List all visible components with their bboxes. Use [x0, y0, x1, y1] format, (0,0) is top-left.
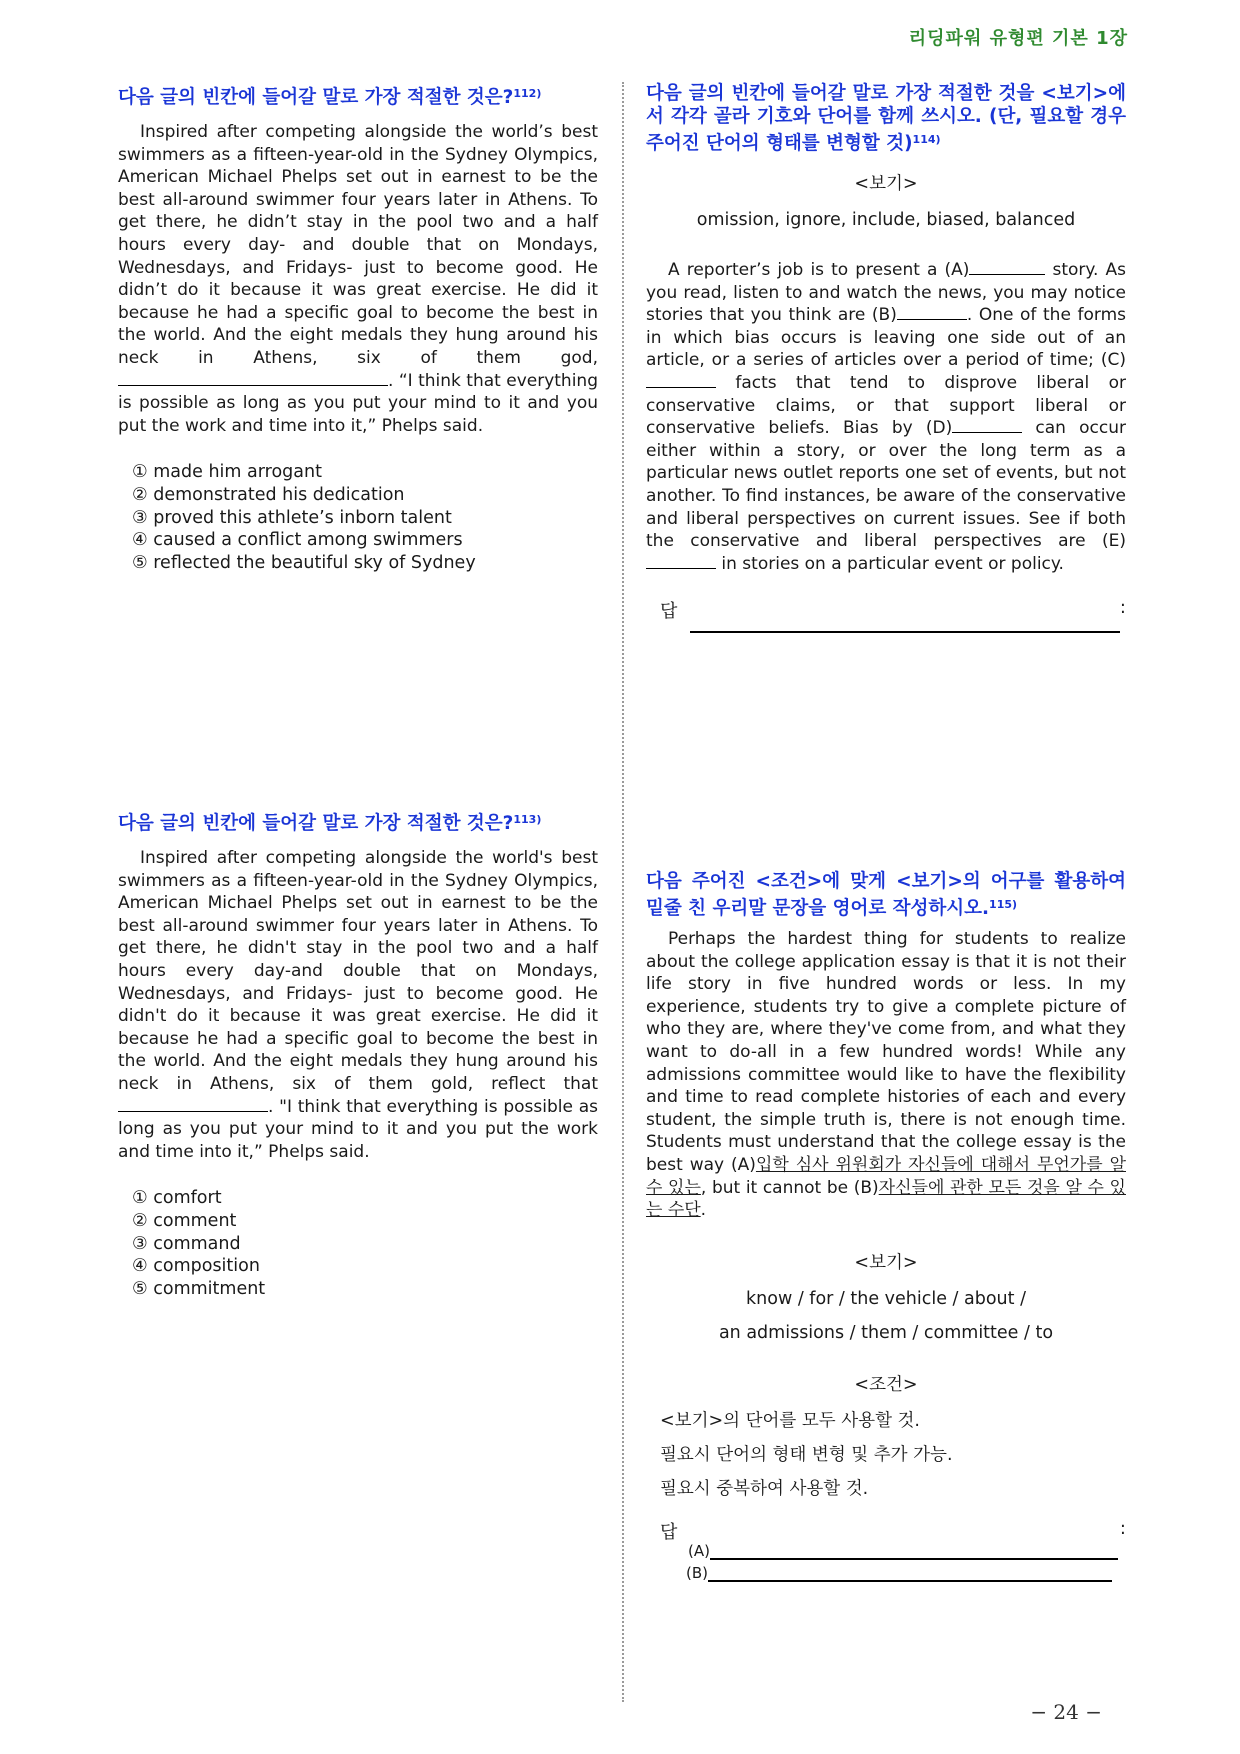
blank-b [897, 305, 967, 320]
box-line-1: know / for / the vehicle / about / [746, 1288, 1026, 1309]
question-114-passage: A reporter’s job is to present a (A) story. As you read, listen to and watch the news, you may notice stories that you think are (B) . One of the forms in which bias occurs is leaving one side out of an article, or a series of articles over a period of time; (C) facts that tend to disprove liberal or conservative claims, or that support liberal or conservative beliefs. Bias by (D) can occur either within a story, or over the long term as a particular news outlet reports one set of events, but not another. To find instances, be aware of the conservative and liberal perspectives on current issues. See if both the conservative and liberal perspectives are (E) in stories on a particular event or policy. [646, 260, 1126, 574]
page-number: − 24 − [1030, 1700, 1102, 1724]
underlined-korean-b: 자신들에 관한 모든 것을 알 수 있는 수단 [646, 1177, 1126, 1221]
answer-a-label: (A) [688, 1541, 710, 1560]
answer-row [660, 1518, 1126, 1542]
choice-1[interactable]: ① comfort [132, 1188, 222, 1209]
answer-a-line[interactable] [710, 1542, 1118, 1560]
question-113-title: 다음 글의 빈칸에 들어갈 말로 가장 적절한 것은?$^{113)}$ [118, 813, 542, 834]
answer-b-label: (B) [686, 1563, 708, 1582]
answer-a-row [688, 1542, 1126, 1560]
underlined-korean-a: 입학 심사 위원회가 자신들에 대해서 무언가를 알 수 있는 [646, 1154, 1126, 1198]
blank-a [969, 260, 1045, 275]
answer-colon: : [1119, 597, 1126, 619]
choice-5[interactable]: ⑤ reflected the beautiful sky of Sydney [132, 552, 476, 573]
question-112-passage: Inspired after competing alongside the world’s best swimmers as a fifteen-year-old in the Sydney Olympics, American Michael Phelps set out in earnest to be the best all-around swimmer four years later in Athens. To get there, he didn’t stay in the pool two and a half hours every day- and double that on Mondays, Wednesdays, and Fridays- just to become good. He didn’t do it because it was great exercise. He did it because he had a specific goal to become the best in the world. And the eight medals they hung around his neck in Athens, six of them god,. “I think that everything is possible as long as you put your mind to it and you put the work and time into it,” Phelps said. [118, 122, 598, 436]
condition-item: 필요시 중복하여 사용할 것. [660, 1478, 869, 1499]
question-113-passage: Inspired after competing alongside the world's best swimmers as a fifteen-year-old in the Sydney Olympics, American Michael Phelps set out in earnest to be the best all-around swimmer four years later in Athens. To get there, he didn't stay in the pool two and a half hours every day-and double that on Mondays, Wednesdays, and Fridays- just to become good. He didn't do it because it was great exercise. He did it because he had a specific goal to become the best in the world. And the eight medals they hung around his neck in Athens, six of them gold, reflect that . "I think that everything is possible as long as you put your mind to it and you put the work and time into it,” Phelps said. [118, 848, 598, 1162]
box-words: omission, ignore, include, biased, balanced [696, 210, 1076, 230]
blank-c [646, 373, 716, 388]
box-label: <보기> [854, 1252, 918, 1273]
answer-colon: : [1119, 1517, 1126, 1539]
blank-d [952, 418, 1022, 433]
answer-line[interactable] [690, 631, 1120, 633]
column-divider [622, 82, 624, 1702]
blank [118, 1097, 268, 1112]
answer-b-row [686, 1564, 1126, 1582]
answer-label: 답 [660, 1521, 678, 1543]
box-line-2: an admissions / them / committee / to [718, 1322, 1054, 1343]
question-112-title: 다음 글의 빈칸에 들어갈 말로 가장 적절한 것은?$^{112)}$ [118, 87, 542, 108]
question-113-choices [132, 1187, 598, 1300]
choice-5[interactable]: ⑤ commitment [132, 1278, 266, 1299]
question-115 [646, 870, 1126, 1582]
box-label: <보기> [854, 174, 918, 194]
condition-label: <조건> [854, 1374, 918, 1395]
choice-2[interactable]: ② comment [132, 1210, 237, 1231]
question-115-title: 다음 주어진 <조건>에 맞게 <보기>의 어구를 활용하여 밑줄 친 우리말 문장을 영어로 작성하시오.$^{115)}$ [646, 871, 1126, 919]
blank-e [646, 554, 716, 569]
answer-row [660, 597, 1126, 621]
condition-item: 필요시 단어의 형태 변형 및 추가 가능. [660, 1444, 953, 1465]
question-112 [118, 82, 598, 574]
question-113 [118, 808, 598, 1300]
condition-list [646, 1410, 1126, 1500]
choice-1[interactable]: ① made him arrogant [132, 462, 322, 483]
choice-4[interactable]: ④ composition [132, 1256, 260, 1277]
blank [118, 371, 388, 386]
question-112-choices [132, 461, 598, 574]
question-115-passage: Perhaps the hardest thing for students to realize about the college application essay is that it is not their life story in five hundred words or less. In my experience, students try to give a complete picture of who they are, where they've come from, and what they want to do-all in a few hundred words! While any admissions committee would like to have the flexibility and time to read complete histories of each and every student, the simple truth is, there is not enough time. Students must understand that the college essay is the best way (A)입학 심사 위원회가 자신들에 대해서 무언가를 알 수 있는, but it cannot be (B)자신들에 관한 모든 것을 알 수 있는 수단. [646, 929, 1126, 1221]
question-114-title: 다음 글의 빈칸에 들어갈 말로 가장 적절한 것을 <보기>에서 각각 골라 기호와 단어를 함께 쓰시오. (단, 필요할 경우 주어진 단어의 형태를 변형할 것)$^{114)}$ [646, 83, 1126, 154]
choice-2[interactable]: ② demonstrated his dedication [132, 484, 405, 505]
question-114 [646, 82, 1126, 633]
condition-item: <보기>의 단어를 모두 사용할 것. [660, 1410, 920, 1431]
choice-4[interactable]: ④ caused a conflict among swimmers [132, 530, 463, 551]
choice-3[interactable]: ③ command [132, 1233, 241, 1254]
choice-3[interactable]: ③ proved this athlete’s inborn talent [132, 507, 452, 528]
answer-b-line[interactable] [708, 1564, 1112, 1582]
answer-label: 답 [660, 601, 678, 623]
header-title: 리딩파워 유형편 기본 1장 [908, 28, 1128, 49]
